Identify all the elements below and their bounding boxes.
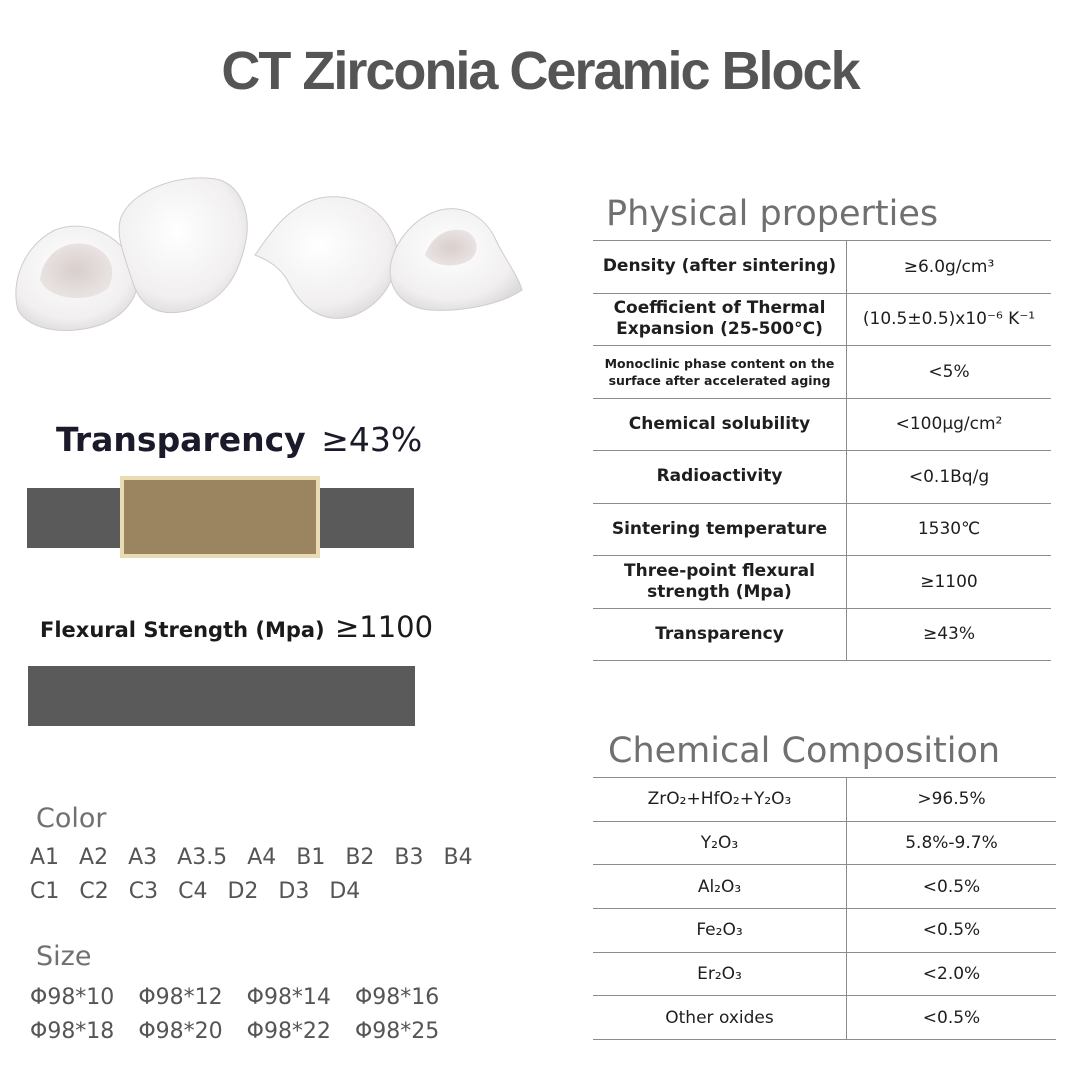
component-cell: Y₂O₃: [593, 821, 847, 865]
property-cell: Coefficient of Thermal Expansion (25-500°C): [593, 293, 847, 346]
transparency-value: ≥43%: [321, 420, 423, 459]
color-shade: D2: [227, 879, 259, 904]
table-row: [593, 293, 1051, 346]
property-cell: Three-point flexural strength (Mpa): [593, 556, 847, 609]
size-option: Φ98*20: [138, 1019, 223, 1044]
property-cell: Sintering temperature: [593, 503, 847, 556]
color-shade: C3: [128, 879, 159, 904]
color-shade: B2: [345, 845, 375, 870]
size-option: Φ98*14: [246, 985, 331, 1010]
physical-properties-heading: Physical properties: [606, 194, 939, 234]
size-option: Φ98*18: [30, 1019, 115, 1044]
color-shade: A1: [30, 845, 60, 870]
property-cell: Monoclinic phase content on the surface after accelerated aging: [593, 346, 847, 399]
property-cell: Transparency: [593, 608, 847, 661]
physical-properties-table: [593, 240, 1051, 661]
component-cell: ZrO₂+HfO₂+Y₂O₃: [593, 778, 847, 822]
value-cell: >96.5%: [917, 789, 986, 810]
size-option: Φ98*22: [246, 1019, 331, 1044]
value-cell: <0.5%: [922, 876, 981, 897]
value-cell: <100μg/cm²: [895, 414, 1003, 435]
value-cell: ≥1100: [920, 571, 978, 592]
color-shade: C4: [178, 879, 208, 904]
table-row: [593, 865, 1056, 909]
table-row: [593, 778, 1056, 822]
color-shade: C2: [79, 879, 109, 904]
value-cell: ≥43%: [922, 624, 976, 645]
size-option: Φ98*12: [138, 985, 223, 1010]
table-row: [593, 241, 1051, 294]
color-shade: A2: [79, 845, 109, 870]
color-shade: D3: [278, 879, 310, 904]
size-heading: Size: [36, 941, 92, 972]
transparency-sample-overlay: [120, 476, 320, 558]
value-cell: <0.1Bq/g: [908, 466, 990, 487]
value-cell: <0.5%: [922, 920, 981, 941]
component-cell: Al₂O₃: [593, 865, 847, 909]
color-row-2: [30, 879, 380, 904]
value-cell: <5%: [928, 361, 970, 382]
table-row: [593, 821, 1056, 865]
size-option: Φ98*10: [30, 985, 115, 1010]
table-row: [593, 909, 1056, 953]
size-option: Φ98*16: [354, 985, 440, 1010]
transparency-label: [56, 420, 422, 459]
value-cell: <2.0%: [922, 964, 981, 985]
table-row: [593, 996, 1056, 1040]
table-row: [593, 556, 1051, 609]
property-cell: Chemical solubility: [593, 398, 847, 451]
chemical-composition-table: [593, 777, 1056, 1040]
color-shade: A3: [128, 845, 158, 870]
table-row: [593, 503, 1051, 556]
color-shade: B3: [394, 845, 424, 870]
value-cell: 1530℃: [917, 519, 981, 540]
flexural-strength-label: [40, 610, 433, 644]
table-row: [593, 398, 1051, 451]
color-shade: D4: [329, 879, 361, 904]
value-cell: 5.8%-9.7%: [905, 833, 998, 854]
property-cell: Radioactivity: [593, 451, 847, 504]
value-cell: (10.5±0.5)x10⁻⁶ K⁻¹: [862, 309, 1036, 330]
value-cell: <0.5%: [922, 1007, 981, 1028]
transparency-label-text: Transparency: [56, 420, 306, 459]
table-row: [593, 451, 1051, 504]
flexural-strength-label-text: Flexural Strength (Mpa): [40, 618, 325, 642]
color-shade: B1: [296, 845, 326, 870]
page-title: CT Zirconia Ceramic Block: [221, 41, 859, 101]
table-row: [593, 952, 1056, 996]
component-cell: Fe₂O₃: [593, 909, 847, 953]
color-shade: A4: [247, 845, 277, 870]
component-cell: Er₂O₃: [593, 952, 847, 996]
size-option: Φ98*25: [354, 1019, 440, 1044]
color-heading: Color: [36, 803, 107, 834]
table-row: [593, 608, 1051, 661]
size-row-2: [30, 1019, 463, 1044]
flexural-strength-bar: [28, 666, 415, 726]
chemical-composition-heading: Chemical Composition: [608, 731, 1001, 771]
value-cell: ≥6.0g/cm³: [903, 256, 995, 277]
table-row: [593, 346, 1051, 399]
color-row-1: [30, 845, 493, 870]
property-cell: Density (after sintering): [593, 241, 847, 294]
component-cell: Other oxides: [593, 996, 847, 1040]
color-shade: C1: [30, 879, 60, 904]
size-row-1: [30, 985, 463, 1010]
color-shade: A3.5: [177, 845, 228, 870]
flexural-strength-value: ≥1100: [334, 610, 434, 644]
color-shade: B4: [443, 845, 473, 870]
zirconia-crowns-image: [10, 160, 530, 350]
